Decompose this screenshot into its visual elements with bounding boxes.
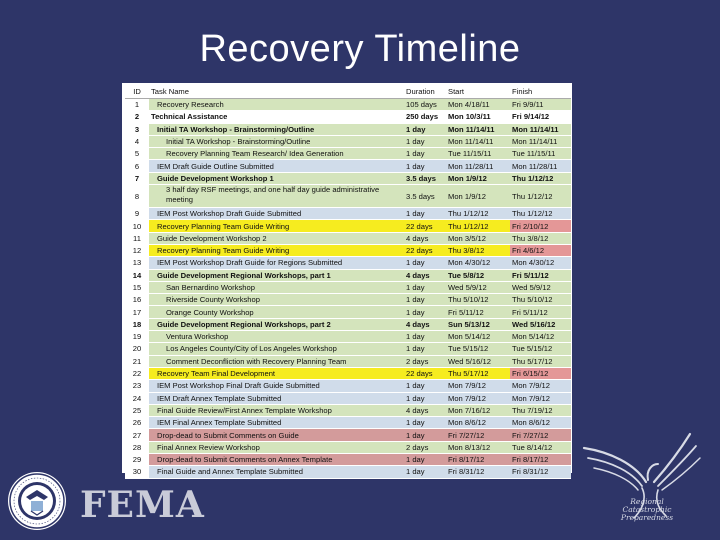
row-id: 24 bbox=[125, 392, 149, 404]
rcp-line-2: Catastrophic bbox=[622, 505, 672, 514]
row-duration: 2 days bbox=[404, 355, 446, 367]
table-row bbox=[125, 318, 571, 330]
row-finish: Mon 11/14/11 bbox=[510, 123, 571, 135]
row-start: Mon 11/14/11 bbox=[446, 123, 510, 135]
table-row bbox=[125, 392, 571, 404]
table-row bbox=[125, 257, 571, 269]
row-start: Tue 5/15/12 bbox=[446, 343, 510, 355]
row-id: 16 bbox=[125, 294, 149, 306]
row-duration: 250 days bbox=[404, 111, 446, 123]
table-row bbox=[125, 417, 571, 429]
row-id: 27 bbox=[125, 429, 149, 441]
header-start: Start bbox=[446, 84, 510, 99]
row-task-name: Technical Assistance bbox=[149, 111, 404, 123]
table-row bbox=[125, 380, 571, 392]
row-task-name: Initial TA Workshop - Brainstorming/Outline bbox=[149, 123, 404, 135]
row-task-name: Final Guide Review/First Annex Template Workshop bbox=[149, 404, 404, 416]
row-id: 15 bbox=[125, 281, 149, 293]
row-start: Wed 5/9/12 bbox=[446, 281, 510, 293]
row-finish: Wed 5/16/12 bbox=[510, 318, 571, 330]
row-task-name: Recovery Team Final Development bbox=[149, 367, 404, 379]
table-row bbox=[125, 454, 571, 466]
row-id: 8 bbox=[125, 185, 149, 208]
row-start: Fri 5/11/12 bbox=[446, 306, 510, 318]
row-duration: 2 days bbox=[404, 441, 446, 453]
row-duration: 1 day bbox=[404, 294, 446, 306]
row-id: 30 bbox=[125, 466, 149, 478]
table-row bbox=[125, 343, 571, 355]
row-finish: Fri 9/9/11 bbox=[510, 99, 571, 111]
table-row bbox=[125, 135, 571, 147]
row-finish: Fri 7/27/12 bbox=[510, 429, 571, 441]
row-finish: Fri 4/6/12 bbox=[510, 244, 571, 256]
row-task-name: Final Annex Review Workshop bbox=[149, 441, 404, 453]
row-finish: Mon 4/30/12 bbox=[510, 257, 571, 269]
row-id: 20 bbox=[125, 343, 149, 355]
rcp-line-1: Regional bbox=[630, 497, 664, 506]
table-row bbox=[125, 111, 571, 123]
row-id: 7 bbox=[125, 172, 149, 184]
row-finish: Thu 1/12/12 bbox=[510, 185, 571, 208]
row-id: 25 bbox=[125, 404, 149, 416]
row-start: Mon 4/30/12 bbox=[446, 257, 510, 269]
row-task-name: Orange County Workshop bbox=[149, 306, 404, 318]
row-duration: 1 day bbox=[404, 392, 446, 404]
table-row bbox=[125, 172, 571, 184]
table-row bbox=[125, 294, 571, 306]
header-id: ID bbox=[125, 84, 149, 99]
row-duration: 1 day bbox=[404, 429, 446, 441]
row-finish: Thu 7/19/12 bbox=[510, 404, 571, 416]
row-start: Mon 8/13/12 bbox=[446, 441, 510, 453]
row-task-name: IEM Draft Annex Template Submitted bbox=[149, 392, 404, 404]
row-task-name: 3 half day RSF meetings, and one half day guide administrative meeting bbox=[149, 185, 404, 208]
row-id: 19 bbox=[125, 331, 149, 343]
row-finish: Fri 8/31/12 bbox=[510, 466, 571, 478]
row-finish: Thu 5/17/12 bbox=[510, 355, 571, 367]
table-row bbox=[125, 281, 571, 293]
row-duration: 4 days bbox=[404, 269, 446, 281]
row-task-name: IEM Post Workshop Draft Guide for Regions Submitted bbox=[149, 257, 404, 269]
row-task-name: Guide Development Workshop 2 bbox=[149, 232, 404, 244]
row-task-name: Guide Development Regional Workshops, part 2 bbox=[149, 318, 404, 330]
row-task-name: Initial TA Workshop - Brainstorming/Outline bbox=[149, 135, 404, 147]
table-row bbox=[125, 232, 571, 244]
row-id: 12 bbox=[125, 244, 149, 256]
row-duration: 1 day bbox=[404, 208, 446, 220]
row-duration: 1 day bbox=[404, 123, 446, 135]
row-task-name: Comment Deconfliction with Recovery Planning Team bbox=[149, 355, 404, 367]
row-duration: 1 day bbox=[404, 306, 446, 318]
row-task-name: Guide Development Workshop 1 bbox=[149, 172, 404, 184]
row-start: Mon 5/14/12 bbox=[446, 331, 510, 343]
row-task-name: Recovery Planning Team Research/ Idea Generation bbox=[149, 148, 404, 160]
row-duration: 3.5 days bbox=[404, 185, 446, 208]
table-row bbox=[125, 404, 571, 416]
row-start: Sun 5/13/12 bbox=[446, 318, 510, 330]
row-start: Wed 5/16/12 bbox=[446, 355, 510, 367]
row-start: Mon 7/9/12 bbox=[446, 380, 510, 392]
row-task-name: Recovery Research bbox=[149, 99, 404, 111]
row-finish: Fri 5/11/12 bbox=[510, 306, 571, 318]
row-id: 17 bbox=[125, 306, 149, 318]
row-duration: 1 day bbox=[404, 148, 446, 160]
row-finish: Fri 2/10/12 bbox=[510, 220, 571, 232]
row-task-name: Drop-dead to Submit Comments on Annex Template bbox=[149, 454, 404, 466]
row-id: 6 bbox=[125, 160, 149, 172]
row-finish: Fri 9/14/12 bbox=[510, 111, 571, 123]
row-duration: 1 day bbox=[404, 417, 446, 429]
header-finish: Finish bbox=[510, 84, 571, 99]
table-row bbox=[125, 269, 571, 281]
row-id: 11 bbox=[125, 232, 149, 244]
row-task-name: IEM Final Annex Template Submitted bbox=[149, 417, 404, 429]
slide-title: Recovery Timeline bbox=[199, 28, 521, 70]
row-start: Thu 5/10/12 bbox=[446, 294, 510, 306]
row-duration: 1 day bbox=[404, 331, 446, 343]
rcp-line-3: Preparedness bbox=[620, 513, 674, 522]
row-start: Tue 5/8/12 bbox=[446, 269, 510, 281]
table-row bbox=[125, 306, 571, 318]
row-finish: Fri 8/17/12 bbox=[510, 454, 571, 466]
table-row bbox=[125, 244, 571, 256]
row-finish: Thu 1/12/12 bbox=[510, 208, 571, 220]
row-start: Fri 7/27/12 bbox=[446, 429, 510, 441]
row-finish: Thu 1/12/12 bbox=[510, 172, 571, 184]
row-start: Fri 8/17/12 bbox=[446, 454, 510, 466]
row-id: 9 bbox=[125, 208, 149, 220]
row-duration: 4 days bbox=[404, 404, 446, 416]
row-task-name: Drop-dead to Submit Comments on Guide bbox=[149, 429, 404, 441]
row-duration: 1 day bbox=[404, 454, 446, 466]
row-duration: 1 day bbox=[404, 257, 446, 269]
row-duration: 1 day bbox=[404, 160, 446, 172]
table-row bbox=[125, 148, 571, 160]
row-duration: 4 days bbox=[404, 318, 446, 330]
row-start: Mon 7/16/12 bbox=[446, 404, 510, 416]
dhs-seal-icon bbox=[6, 470, 68, 532]
row-start: Thu 5/17/12 bbox=[446, 367, 510, 379]
row-id: 26 bbox=[125, 417, 149, 429]
row-finish: Mon 7/9/12 bbox=[510, 392, 571, 404]
row-duration: 1 day bbox=[404, 466, 446, 478]
row-finish: Thu 3/8/12 bbox=[510, 232, 571, 244]
header-task-name: Task Name bbox=[149, 84, 404, 99]
rcp-logo-text bbox=[612, 498, 682, 522]
row-finish: Mon 8/6/12 bbox=[510, 417, 571, 429]
row-finish: Tue 5/15/12 bbox=[510, 343, 571, 355]
table-row bbox=[125, 208, 571, 220]
row-duration: 1 day bbox=[404, 343, 446, 355]
row-id: 3 bbox=[125, 123, 149, 135]
row-task-name: IEM Draft Guide Outline Submitted bbox=[149, 160, 404, 172]
row-task-name: Riverside County Workshop bbox=[149, 294, 404, 306]
table-row bbox=[125, 99, 571, 111]
row-duration: 22 days bbox=[404, 244, 446, 256]
row-task-name: Ventura Workshop bbox=[149, 331, 404, 343]
row-id: 10 bbox=[125, 220, 149, 232]
row-finish: Fri 6/15/12 bbox=[510, 367, 571, 379]
row-finish: Tue 8/14/12 bbox=[510, 441, 571, 453]
row-id: 13 bbox=[125, 257, 149, 269]
table-row bbox=[125, 185, 571, 208]
row-id: 29 bbox=[125, 454, 149, 466]
row-start: Mon 10/3/11 bbox=[446, 111, 510, 123]
row-duration: 22 days bbox=[404, 367, 446, 379]
table-row bbox=[125, 331, 571, 343]
row-id: 2 bbox=[125, 111, 149, 123]
row-start: Mon 11/28/11 bbox=[446, 160, 510, 172]
row-id: 18 bbox=[125, 318, 149, 330]
row-finish: Mon 11/28/11 bbox=[510, 160, 571, 172]
row-start: Mon 11/14/11 bbox=[446, 135, 510, 147]
row-duration: 105 days bbox=[404, 99, 446, 111]
row-start: Thu 1/12/12 bbox=[446, 208, 510, 220]
row-duration: 3.5 days bbox=[404, 172, 446, 184]
row-finish: Fri 5/11/12 bbox=[510, 269, 571, 281]
row-duration: 1 day bbox=[404, 380, 446, 392]
row-id: 21 bbox=[125, 355, 149, 367]
header-duration: Duration bbox=[404, 84, 446, 99]
row-duration: 22 days bbox=[404, 220, 446, 232]
row-start: Thu 1/12/12 bbox=[446, 220, 510, 232]
row-start: Tue 11/15/11 bbox=[446, 148, 510, 160]
row-finish: Tue 11/15/11 bbox=[510, 148, 571, 160]
row-finish: Wed 5/9/12 bbox=[510, 281, 571, 293]
row-task-name: San Bernardino Workshop bbox=[149, 281, 404, 293]
table-row bbox=[125, 367, 571, 379]
table-row bbox=[125, 355, 571, 367]
schedule-table bbox=[125, 84, 571, 479]
row-task-name: Recovery Planning Team Guide Writing bbox=[149, 220, 404, 232]
row-task-name: IEM Post Workshop Draft Guide Submitted bbox=[149, 208, 404, 220]
fema-logo: FEMA bbox=[80, 484, 205, 526]
row-start: Mon 1/9/12 bbox=[446, 185, 510, 208]
row-task-name: Guide Development Regional Workshops, part 1 bbox=[149, 269, 404, 281]
row-id: 28 bbox=[125, 441, 149, 453]
table-row bbox=[125, 220, 571, 232]
header-row bbox=[125, 84, 571, 99]
row-duration: 1 day bbox=[404, 281, 446, 293]
table-row bbox=[125, 160, 571, 172]
schedule-body bbox=[125, 99, 571, 479]
row-duration: 4 days bbox=[404, 232, 446, 244]
row-task-name: IEM Post Workshop Final Draft Guide Submitted bbox=[149, 380, 404, 392]
table-row bbox=[125, 429, 571, 441]
row-duration: 1 day bbox=[404, 135, 446, 147]
row-start: Mon 1/9/12 bbox=[446, 172, 510, 184]
row-id: 4 bbox=[125, 135, 149, 147]
row-task-name: Recovery Planning Team Guide Writing bbox=[149, 244, 404, 256]
row-start: Mon 8/6/12 bbox=[446, 417, 510, 429]
row-start: Mon 4/18/11 bbox=[446, 99, 510, 111]
table-row bbox=[125, 441, 571, 453]
row-id: 14 bbox=[125, 269, 149, 281]
row-task-name: Final Guide and Annex Template Submitted bbox=[149, 466, 404, 478]
row-id: 1 bbox=[125, 99, 149, 111]
row-id: 23 bbox=[125, 380, 149, 392]
row-finish: Mon 11/14/11 bbox=[510, 135, 571, 147]
row-id: 22 bbox=[125, 367, 149, 379]
row-start: Mon 7/9/12 bbox=[446, 392, 510, 404]
table-row bbox=[125, 123, 571, 135]
row-start: Thu 3/8/12 bbox=[446, 244, 510, 256]
row-start: Mon 3/5/12 bbox=[446, 232, 510, 244]
row-finish: Thu 5/10/12 bbox=[510, 294, 571, 306]
row-start: Fri 8/31/12 bbox=[446, 466, 510, 478]
row-finish: Mon 5/14/12 bbox=[510, 331, 571, 343]
table-row bbox=[125, 466, 571, 478]
row-task-name: Los Angeles County/City of Los Angeles Workshop bbox=[149, 343, 404, 355]
row-finish: Mon 7/9/12 bbox=[510, 380, 571, 392]
row-id: 5 bbox=[125, 148, 149, 160]
